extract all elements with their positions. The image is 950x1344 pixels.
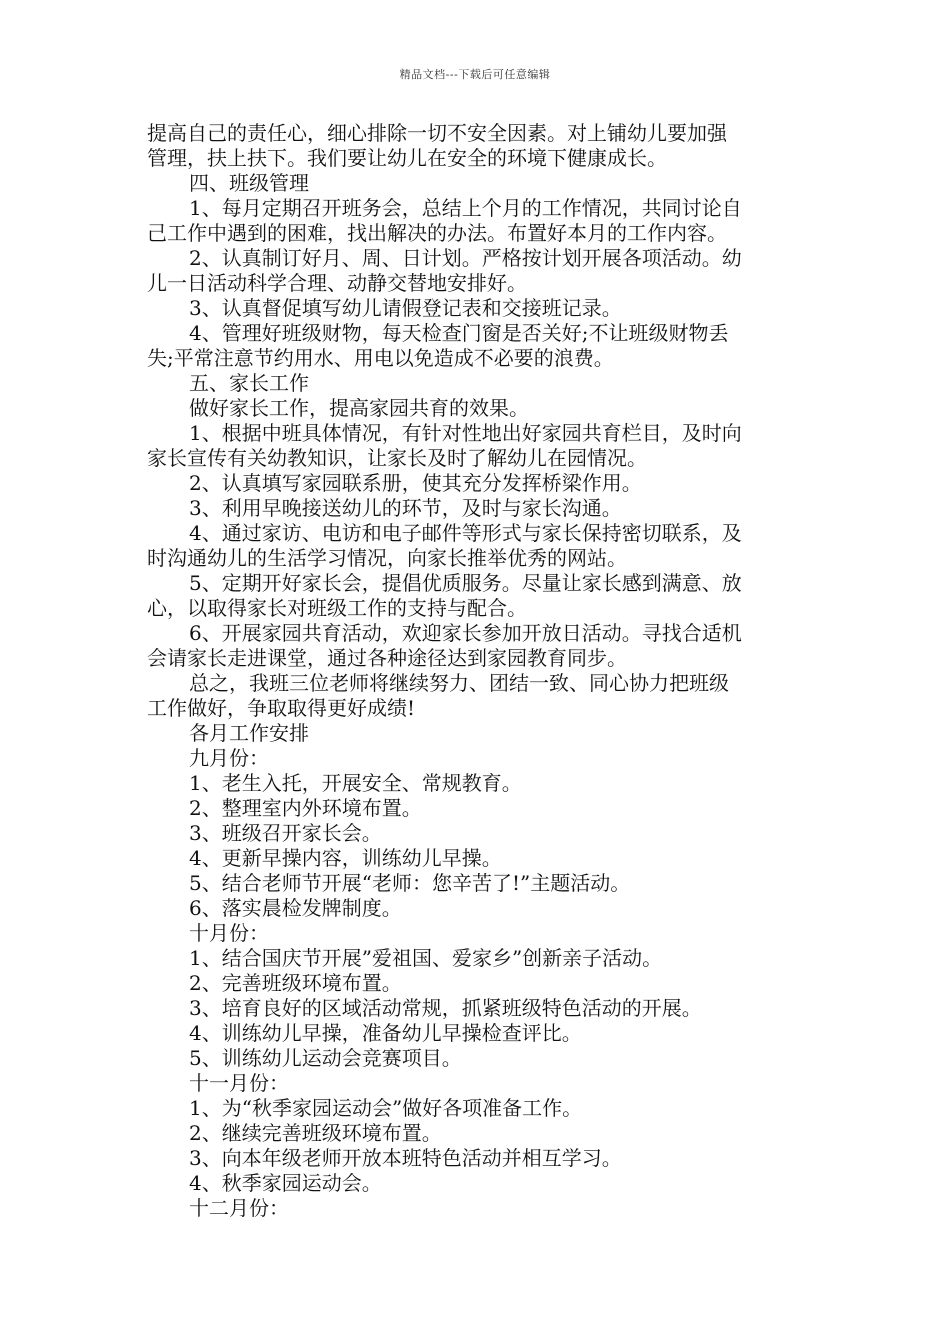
page-header: 精品文档---下载后可任意编辑	[399, 68, 551, 81]
text-line: 4、管理好班级财物，每天检查门窗是否关好;不让班级财物丢	[189, 321, 729, 345]
text-line: 5、训练幼儿运动会竞赛项目。	[189, 1046, 462, 1070]
text-line: 2、认真填写家园联系册，使其充分发挥桥梁作用。	[189, 471, 642, 495]
text-line: 4、训练幼儿早操，准备幼儿早操检查评比。	[189, 1021, 582, 1045]
text-line: 工作做好，争取取得更好成绩!	[147, 696, 416, 720]
text-line: 家长宣传有关幼教知识，让家长及时了解幼儿在园情况。	[147, 446, 647, 470]
text-line: 6、开展家园共育活动，欢迎家长参加开放日活动。寻找合适机	[189, 621, 742, 645]
text-line: 己工作中遇到的困难，找出解决的办法。布置好本月的工作内容。	[147, 221, 727, 245]
text-line: 失;平常注意节约用水、用电以免造成不必要的浪费。	[147, 346, 614, 370]
text-line: 3、班级召开家长会。	[189, 821, 382, 845]
text-line: 3、培育良好的区域活动常规，抓紧班级特色活动的开展。	[189, 996, 702, 1020]
text-line: 6、落实晨检发牌制度。	[189, 896, 402, 920]
text-line: 提高自己的责任心，细心排除一切不安全因素。对上铺幼儿要加强	[147, 121, 727, 145]
text-line: 2、完善班级环境布置。	[189, 971, 402, 995]
text-line: 4、更新早操内容，训练幼儿早操。	[189, 846, 502, 870]
text-line: 2、认真制订好月、周、日计划。严格按计划开展各项活动。幼	[189, 246, 742, 270]
text-line: 1、每月定期召开班务会，总结上个月的工作情况，共同讨论自	[189, 196, 742, 220]
text-line: 心，以取得家长对班级工作的支持与配合。	[147, 596, 527, 620]
text-line: 十一月份：	[189, 1071, 289, 1095]
text-line: 5、定期开好家长会，提倡优质服务。尽量让家长感到满意、放	[189, 571, 742, 595]
text-line: 3、向本年级老师开放本班特色活动并相互学习。	[189, 1146, 622, 1170]
text-line: 时沟通幼儿的生活学习情况，向家长推举优秀的网站。	[147, 546, 627, 570]
text-line: 十二月份：	[189, 1196, 289, 1220]
text-line: 各月工作安排	[189, 721, 309, 745]
text-line: 做好家长工作，提高家园共育的效果。	[189, 396, 529, 420]
text-line: 1、根据中班具体情况，有针对性地出好家园共育栏目，及时向	[189, 421, 742, 445]
text-line: 2、继续完善班级环境布置。	[189, 1121, 442, 1145]
text-line: 4、通过家访、电访和电子邮件等形式与家长保持密切联系，及	[189, 521, 742, 545]
text-line: 4、秋季家园运动会。	[189, 1171, 382, 1195]
text-line: 五、家长工作	[189, 371, 309, 395]
text-line: 1、为“秋季家园运动会”做好各项准备工作。	[189, 1096, 583, 1120]
text-line: 1、老生入托，开展安全、常规教育。	[189, 771, 522, 795]
text-line: 会请家长走进课堂，通过各种途径达到家园教育同步。	[147, 646, 627, 670]
document-body	[147, 121, 807, 1221]
text-line: 管理，扶上扶下。我们要让幼儿在安全的环境下健康成长。	[147, 146, 667, 170]
text-line: 1、结合国庆节开展”爱祖国、爱家乡”创新亲子活动。	[189, 946, 663, 970]
text-line: 九月份：	[189, 746, 269, 770]
text-line: 总之，我班三位老师将继续努力、团结一致、同心协力把班级	[189, 671, 729, 695]
text-line: 3、认真督促填写幼儿请假登记表和交接班记录。	[189, 296, 622, 320]
text-line: 5、结合老师节开展“老师：您辛苦了!”主题活动。	[189, 871, 631, 895]
text-line: 3、利用早晚接送幼儿的环节，及时与家长沟通。	[189, 496, 622, 520]
text-line: 十月份：	[189, 921, 269, 945]
text-line: 四、班级管理	[189, 171, 309, 195]
text-line: 2、整理室内外环境布置。	[189, 796, 422, 820]
text-line: 儿一日活动科学合理、动静交替地安排好。	[147, 271, 527, 295]
